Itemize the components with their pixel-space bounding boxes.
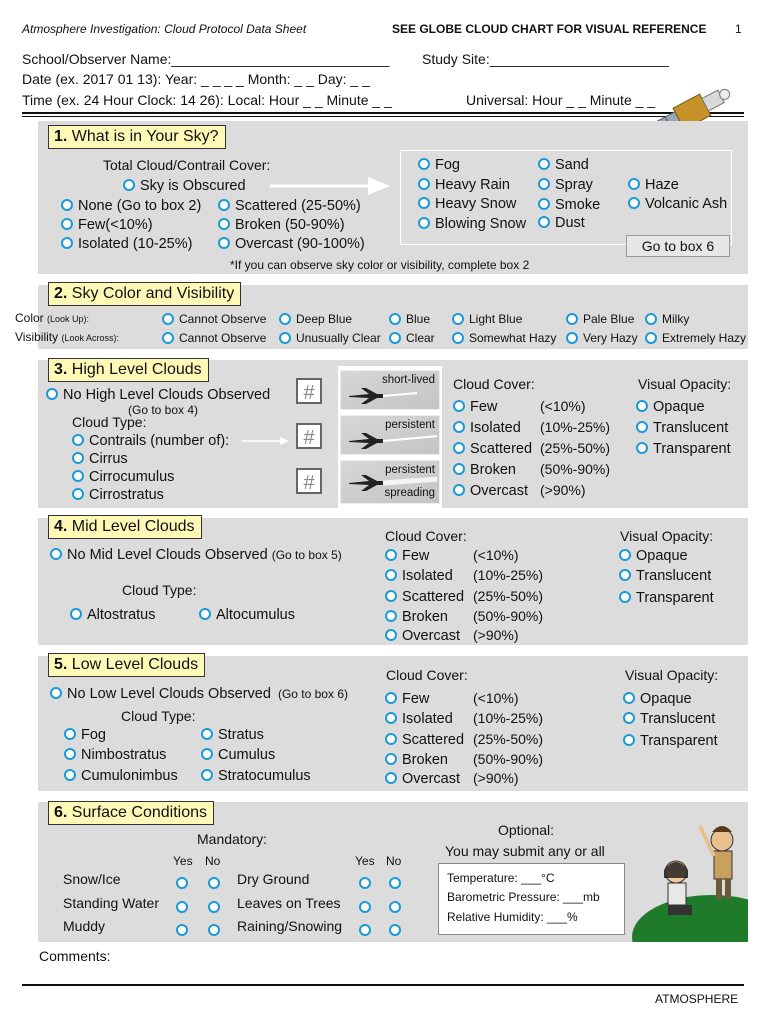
radio-mid-opaque[interactable]: Opaque — [619, 547, 688, 565]
sky-color-note: *If you can observe sky color or visibility, complete box 2 — [230, 258, 530, 272]
radio-vis-unusually-clear[interactable]: Unusually Clear — [279, 329, 381, 347]
high-opacity-label: Visual Opacity: — [638, 376, 732, 392]
universal-time-field[interactable]: Universal: Hour _ _ Minute _ _ — [466, 92, 656, 108]
no-header-left: No — [205, 854, 221, 868]
radio-volcanic-ash[interactable]: Volcanic Ash — [628, 195, 727, 213]
section-2-title: 2. Sky Color and Visibility — [48, 282, 241, 306]
section-5-title: 5. Low Level Clouds — [48, 653, 205, 677]
radio-low-few[interactable]: Few — [385, 690, 429, 708]
mid-pct-overcast: (>90%) — [473, 627, 519, 643]
radio-nimbostratus[interactable]: Nimbostratus — [64, 746, 166, 764]
surface-muddy-label: Muddy — [63, 918, 106, 934]
radio-cover-none[interactable]: None (Go to box 2) — [61, 197, 201, 215]
radio-vis-clear[interactable]: Clear — [389, 329, 435, 347]
radio-low-fog[interactable]: Fog — [64, 726, 106, 744]
doc-title: Atmosphere Investigation: Cloud Protocol Data Sheet — [22, 22, 307, 36]
radio-stratus[interactable]: Stratus — [201, 726, 264, 744]
radio-color-blue[interactable]: Blue — [389, 310, 430, 328]
local-time-field[interactable]: Time (ex. 24 Hour Clock: 14 26): Local: Hour _ _ Minute _ _ — [22, 92, 392, 108]
radio-no-mid-clouds[interactable]: No Mid Level Clouds Observed (Go to box 5) — [50, 546, 342, 564]
radio-cover-few[interactable]: Few(<10%) — [61, 216, 153, 234]
high-goto-box4: (Go to box 4) — [128, 403, 199, 417]
mid-cloud-type-label: Cloud Type: — [122, 582, 197, 598]
radio-sand[interactable]: Sand — [538, 156, 589, 174]
radio-raining-yes[interactable] — [359, 922, 376, 940]
radio-blowing-snow[interactable]: Blowing Snow — [418, 215, 526, 233]
low-pct-overcast: (>90%) — [473, 770, 519, 786]
radio-haze[interactable]: Haze — [628, 176, 679, 194]
high-cloud-cover-label: Cloud Cover: — [453, 376, 535, 392]
mid-pct-few: (<10%) — [473, 547, 519, 563]
surface-leaves-on-trees-label: Leaves on Trees — [237, 895, 341, 911]
radio-high-scattered[interactable]: Scattered — [453, 440, 532, 458]
study-site-field[interactable]: Study Site:_______________________ — [422, 51, 669, 67]
radio-high-opaque[interactable]: Opaque — [636, 398, 705, 416]
radio-cumulonimbus[interactable]: Cumulonimbus — [64, 767, 178, 785]
page-number: 1 — [735, 22, 742, 36]
surface-dry-ground-label: Dry Ground — [237, 871, 310, 887]
radio-leaves-yes[interactable] — [359, 899, 376, 917]
comments-label: Comments: — [39, 948, 111, 964]
radio-contrails[interactable]: Contrails (number of): — [72, 432, 229, 450]
radio-no-high-clouds[interactable]: No High Level Clouds Observed — [46, 386, 270, 404]
radio-mid-transparent[interactable]: Transparent — [619, 589, 714, 607]
radio-color-cannot-observe[interactable]: Cannot Observe — [162, 310, 266, 328]
mid-cloud-cover-label: Cloud Cover: — [385, 528, 467, 544]
persistent-count-input[interactable]: # — [296, 423, 322, 449]
radio-heavy-snow[interactable]: Heavy Snow — [418, 195, 516, 213]
radio-muddy-yes[interactable] — [176, 922, 193, 940]
section-3-title: 3. High Level Clouds — [48, 358, 209, 382]
radio-cumulus[interactable]: Cumulus — [201, 746, 275, 764]
radio-high-translucent[interactable]: Translucent — [636, 419, 728, 437]
radio-standing-water-no[interactable] — [208, 899, 225, 917]
radio-low-translucent[interactable]: Translucent — [623, 710, 715, 728]
radio-low-overcast[interactable]: Overcast — [385, 770, 460, 788]
radio-sky-obscured[interactable]: Sky is Obscured — [123, 177, 246, 195]
radio-no-low-clouds[interactable]: No Low Level Clouds Observed (Go to box 6) — [50, 685, 348, 703]
radio-dry-ground-no[interactable] — [389, 875, 406, 893]
surface-standing-water-label: Standing Water — [63, 895, 159, 911]
low-cloud-type-label: Cloud Type: — [121, 708, 196, 724]
radio-cover-scattered[interactable]: Scattered (25-50%) — [218, 197, 361, 215]
low-pct-broken: (50%-90%) — [473, 751, 544, 767]
high-pct-scattered: (25%-50%) — [540, 440, 611, 456]
radio-muddy-no[interactable] — [208, 922, 225, 940]
radio-dry-ground-yes[interactable] — [359, 875, 376, 893]
mid-opacity-label: Visual Opacity: — [620, 528, 714, 544]
footer-rule — [22, 984, 744, 986]
yes-header-left: Yes — [173, 854, 193, 868]
low-opacity-label: Visual Opacity: — [625, 667, 719, 683]
low-cloud-cover-label: Cloud Cover: — [386, 667, 468, 683]
optional-subtitle: You may submit any or all — [445, 843, 605, 859]
radio-altocumulus[interactable]: Altocumulus — [199, 606, 295, 624]
radio-low-isolated[interactable]: Isolated — [385, 710, 453, 728]
low-pct-scattered: (25%-50%) — [473, 731, 544, 747]
radio-mid-broken[interactable]: Broken — [385, 608, 448, 626]
radio-standing-water-yes[interactable] — [176, 899, 193, 917]
arrow-right-icon — [242, 436, 290, 446]
pressure-field[interactable]: Barometric Pressure: ___mb — [447, 890, 600, 904]
students-illustration — [630, 812, 748, 942]
high-pct-overcast: (>90%) — [540, 482, 586, 498]
contrail-persistent-spreading-image: persistent spreading — [340, 460, 440, 504]
radio-vis-very-hazy[interactable]: Very Hazy — [566, 329, 638, 347]
radio-spray[interactable]: Spray — [538, 176, 593, 194]
radio-color-pale-blue[interactable]: Pale Blue — [566, 310, 634, 328]
mid-pct-isolated: (10%-25%) — [473, 567, 544, 583]
radio-vis-cannot-observe[interactable]: Cannot Observe — [162, 329, 266, 347]
airplane-icon — [347, 387, 437, 405]
radio-mid-translucent[interactable]: Translucent — [619, 567, 711, 585]
radio-snow-ice-no[interactable] — [208, 875, 225, 893]
radio-cirrostratus[interactable]: Cirrostratus — [72, 486, 164, 504]
radio-fog[interactable]: Fog — [418, 156, 460, 174]
spreading-count-input[interactable]: # — [296, 468, 322, 494]
radio-high-broken[interactable]: Broken — [453, 461, 516, 479]
radio-smoke[interactable]: Smoke — [538, 196, 600, 214]
contrail-short-lived-image: short-lived — [340, 370, 440, 410]
short-lived-count-input[interactable]: # — [296, 378, 322, 404]
mid-pct-scattered: (25%-50%) — [473, 588, 544, 604]
airplane-icon — [347, 474, 437, 492]
radio-low-scattered[interactable]: Scattered — [385, 731, 464, 749]
radio-color-milky[interactable]: Milky — [645, 310, 689, 328]
visibility-label: Visibility (Look Across): — [15, 330, 119, 344]
radio-dust[interactable]: Dust — [538, 214, 585, 232]
high-pct-broken: (50%-90%) — [540, 461, 611, 477]
high-pct-few: (<10%) — [540, 398, 586, 414]
radio-mid-few[interactable]: Few — [385, 547, 429, 565]
temperature-field[interactable]: Temperature: ___°C — [447, 871, 555, 885]
radio-cover-isolated[interactable]: Isolated (10-25%) — [61, 235, 192, 253]
radio-heavy-rain[interactable]: Heavy Rain — [418, 176, 510, 194]
date-field[interactable]: Date (ex. 2017 01 13): Year: _ _ _ _ Month: _ _ Day: _ _ — [22, 71, 370, 87]
radio-cover-overcast[interactable]: Overcast (90-100%) — [218, 235, 365, 253]
total-cover-label: Total Cloud/Contrail Cover: — [103, 157, 271, 173]
radio-low-opaque[interactable]: Opaque — [623, 690, 692, 708]
radio-vis-extremely-hazy[interactable]: Extremely Hazy — [645, 329, 746, 347]
radio-low-broken[interactable]: Broken — [385, 751, 448, 769]
chart-reference: SEE GLOBE CLOUD CHART FOR VISUAL REFERENCE — [392, 22, 707, 36]
surface-snow-ice-label: Snow/Ice — [63, 871, 121, 887]
go-to-box-6-button[interactable]: Go to box 6 — [626, 235, 730, 257]
radio-altostratus[interactable]: Altostratus — [70, 606, 156, 624]
school-observer-field[interactable]: School/Observer Name:____________________________ — [22, 51, 390, 67]
radio-raining-no[interactable] — [389, 922, 406, 940]
radio-high-transparent[interactable]: Transparent — [636, 440, 731, 458]
low-pct-isolated: (10%-25%) — [473, 710, 544, 726]
contrail-persistent-image: persistent — [340, 415, 440, 455]
radio-low-transparent[interactable]: Transparent — [623, 732, 718, 750]
radio-cirrus[interactable]: Cirrus — [72, 450, 128, 468]
radio-cirrocumulus[interactable]: Cirrocumulus — [72, 468, 174, 486]
no-header-right: No — [386, 854, 402, 868]
mandatory-label: Mandatory: — [197, 831, 268, 847]
radio-mid-scattered[interactable]: Scattered — [385, 588, 464, 606]
radio-cover-broken[interactable]: Broken (50-90%) — [218, 216, 345, 234]
radio-high-isolated[interactable]: Isolated — [453, 419, 521, 437]
humidity-field[interactable]: Relative Humidity: ___% — [447, 910, 578, 924]
radio-mid-overcast[interactable]: Overcast — [385, 627, 460, 645]
arrow-right-icon — [270, 176, 392, 196]
radio-snow-ice-yes[interactable] — [176, 875, 193, 893]
low-pct-few: (<10%) — [473, 690, 519, 706]
radio-high-overcast[interactable]: Overcast — [453, 482, 528, 500]
section-4-title: 4. Mid Level Clouds — [48, 515, 202, 539]
radio-mid-isolated[interactable]: Isolated — [385, 567, 453, 585]
radio-high-few[interactable]: Few — [453, 398, 497, 416]
high-cloud-type-label: Cloud Type: — [72, 414, 147, 430]
high-pct-isolated: (10%-25%) — [540, 419, 611, 435]
mid-pct-broken: (50%-90%) — [473, 608, 544, 624]
optional-label: Optional: — [498, 822, 555, 838]
radio-leaves-no[interactable] — [389, 899, 406, 917]
airplane-icon — [347, 432, 437, 450]
footer-atmosphere: ATMOSPHERE — [655, 992, 739, 1006]
section-1-title: 1. What is in Your Sky? — [48, 125, 226, 149]
radio-color-light-blue[interactable]: Light Blue — [452, 310, 522, 328]
surface-raining-snowing-label: Raining/Snowing — [237, 918, 343, 934]
radio-color-deep-blue[interactable]: Deep Blue — [279, 310, 352, 328]
yes-header-right: Yes — [355, 854, 375, 868]
section-6-title: 6. Surface Conditions — [48, 801, 214, 825]
color-label: Color (Look Up): — [15, 311, 90, 325]
radio-vis-somewhat-hazy[interactable]: Somewhat Hazy — [452, 329, 556, 347]
radio-stratocumulus[interactable]: Stratocumulus — [201, 767, 311, 785]
